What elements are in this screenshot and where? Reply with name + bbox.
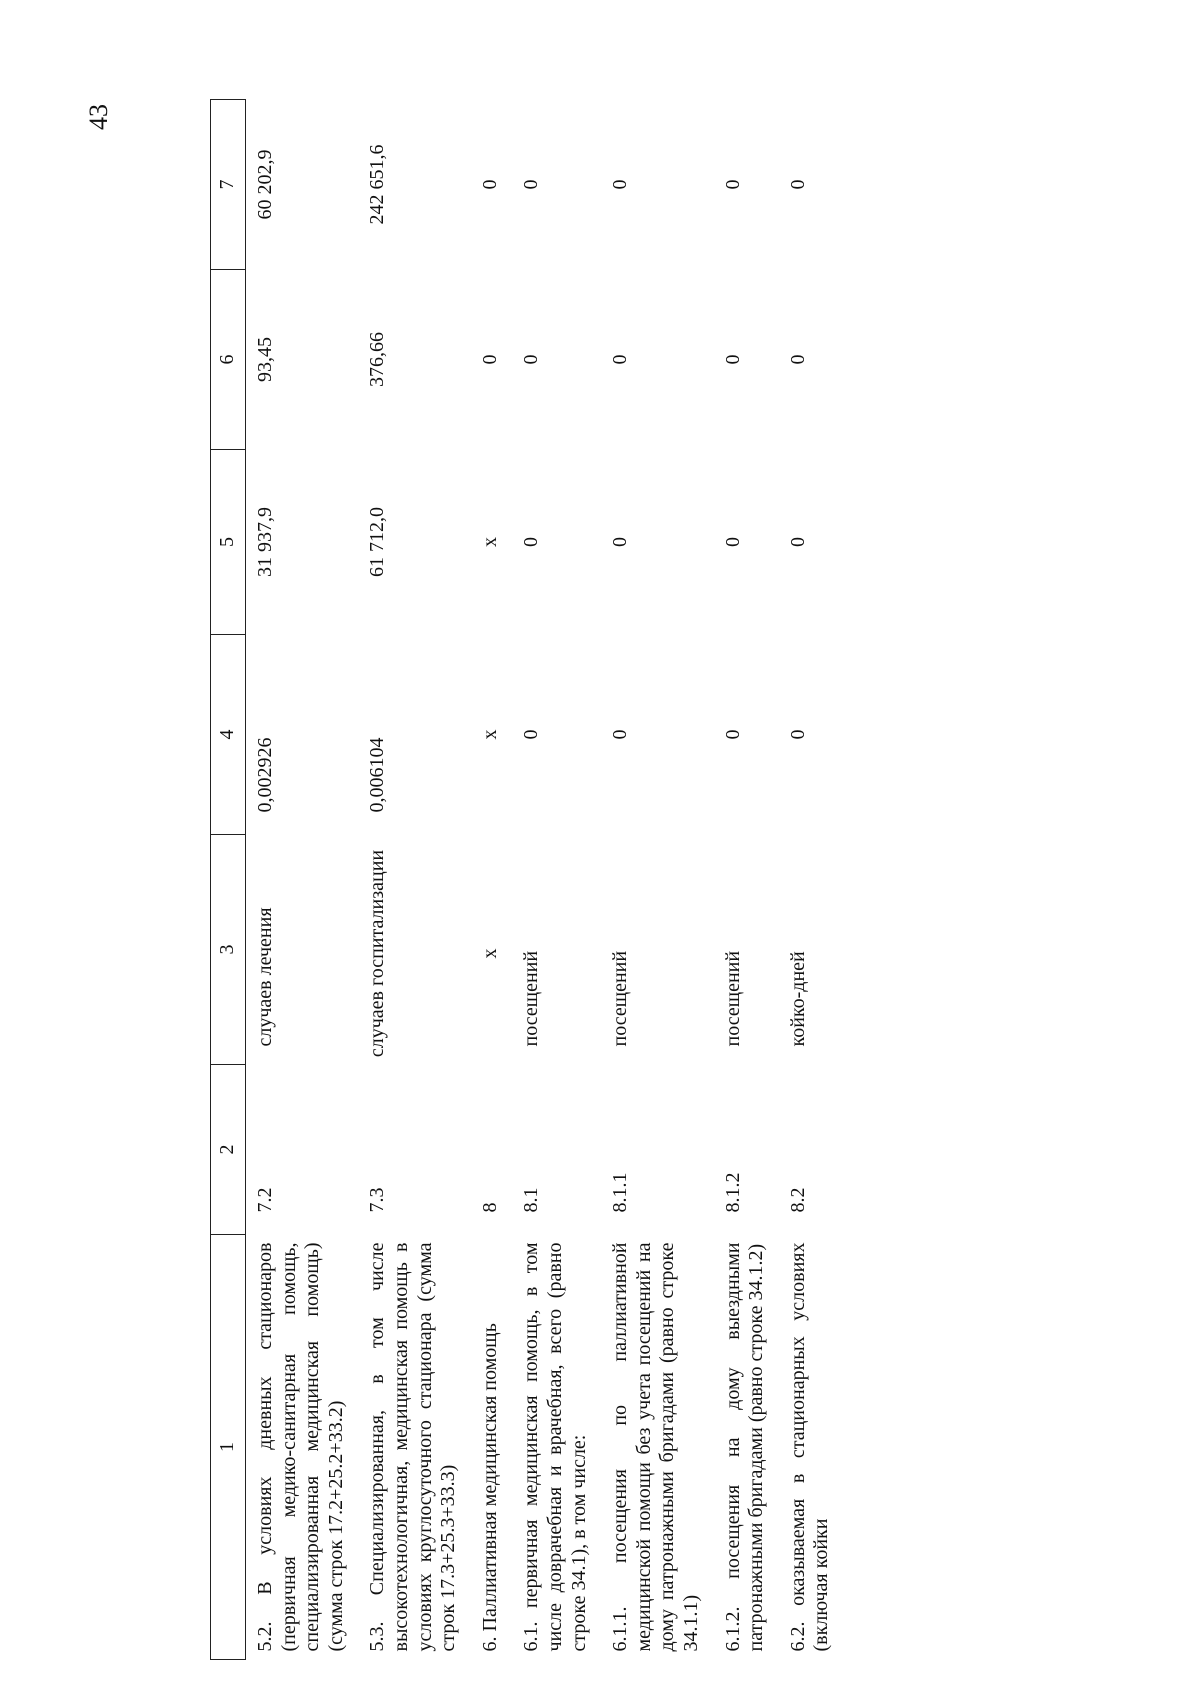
row-number: 8.1 bbox=[520, 1187, 543, 1213]
row-unit: случаев лечения bbox=[254, 907, 276, 1047]
row-value-col7: 0 bbox=[478, 179, 501, 190]
table-row bbox=[779, 100, 844, 1660]
row-number: 7.3 bbox=[366, 1187, 389, 1213]
row-unit: посещений bbox=[609, 950, 632, 1047]
data-table bbox=[210, 99, 844, 1660]
row-unit: случаев госпитализации bbox=[366, 849, 389, 1058]
table-row bbox=[246, 100, 359, 1660]
row-value-col4: х bbox=[478, 729, 501, 740]
row-value-col7: 0 bbox=[520, 179, 543, 190]
row-number: 8.2 bbox=[786, 1187, 809, 1213]
row-unit: х bbox=[478, 948, 501, 959]
row-name: 5.2. В условиях дневных стационаров (первичная медико-санитарная помощь, специализированная медицинская помощь) (сумма строк 17.2+25.2+33.2) bbox=[254, 1242, 347, 1652]
column-header: 3 bbox=[211, 835, 246, 1065]
column-header: 5 bbox=[211, 450, 246, 635]
row-value-col4: 0 bbox=[520, 729, 543, 740]
row-value-col6: 93,45 bbox=[254, 337, 276, 382]
row-value-col4: 0 bbox=[721, 729, 744, 740]
row-value-col5: 0 bbox=[520, 537, 543, 547]
row-value-col4: 0,002926 bbox=[254, 737, 276, 813]
row-unit: посещений bbox=[721, 950, 744, 1047]
row-name: 6.1.1. посещения по паллиативной медицинской помощи без учета посещений на дому патронажными бригадами (равно строке 34.1.1) bbox=[609, 1242, 702, 1652]
row-unit: койко-дней bbox=[786, 951, 809, 1047]
row-value-col7: 60 202,9 bbox=[254, 149, 276, 220]
row-value-col4: 0 bbox=[786, 729, 809, 740]
row-value-col6: 0 bbox=[520, 354, 543, 365]
table-row bbox=[601, 100, 713, 1660]
row-unit: посещений bbox=[520, 950, 543, 1047]
row-name: 5.3. Специализированная, в том числе высокотехнологичная, медицинская помощь в условиях круглосуточного стационара (сумма строк 17.3+25.3+33.3) bbox=[366, 1242, 460, 1652]
row-value-col5: 31 937,9 bbox=[254, 507, 276, 577]
row-number: 7.2 bbox=[254, 1187, 276, 1213]
row-value-col7: 0 bbox=[786, 179, 809, 190]
row-number: 8.1.2 bbox=[721, 1172, 744, 1213]
row-value-col6: 0 bbox=[609, 354, 632, 365]
table-row bbox=[714, 100, 779, 1660]
column-header: 6 bbox=[211, 270, 246, 450]
row-value-col7: 242 651,6 bbox=[366, 144, 389, 225]
table-row bbox=[358, 100, 470, 1660]
column-header: 7 bbox=[211, 100, 246, 270]
row-name: 6. Паллиативная медицинская помощь bbox=[478, 1323, 501, 1652]
page-number: 43 bbox=[84, 104, 113, 130]
rotated-table-container bbox=[210, 100, 990, 1660]
row-value-col7: 0 bbox=[609, 179, 632, 190]
column-header: 1 bbox=[211, 1235, 246, 1660]
row-value-col4: 0 bbox=[609, 729, 632, 740]
row-name: 6.1.2. посещения на дому выездными патронажными бригадами (равно строке 34.1.2) bbox=[721, 1242, 768, 1652]
row-value-col5: 0 bbox=[786, 537, 809, 547]
row-value-col6: 0 bbox=[786, 354, 809, 365]
row-value-col5: х bbox=[478, 537, 501, 547]
row-value-col6: 376,66 bbox=[366, 332, 389, 387]
row-value-col6: 0 bbox=[721, 354, 744, 365]
row-value-col6: 0 bbox=[478, 354, 501, 365]
row-value-col4: 0,006104 bbox=[366, 737, 389, 813]
row-value-col5: 0 bbox=[609, 537, 632, 547]
table-header-row bbox=[211, 100, 246, 1660]
row-name: 6.2. оказываемая в стационарных условиях (включая койки bbox=[786, 1242, 833, 1652]
row-name: 6.1. первичная медицинская помощь, в том числе доврачебная и врачебная, всего (равно строке 34.1), в том числе: bbox=[520, 1242, 590, 1652]
column-header: 2 bbox=[211, 1065, 246, 1235]
row-number: 8.1.1 bbox=[609, 1172, 632, 1213]
table-row bbox=[512, 100, 601, 1660]
column-header: 4 bbox=[211, 635, 246, 835]
row-value-col5: 61 712,0 bbox=[366, 507, 389, 577]
table-row bbox=[471, 100, 513, 1660]
row-value-col7: 0 bbox=[721, 179, 744, 190]
row-number: 8 bbox=[478, 1202, 501, 1213]
row-value-col5: 0 bbox=[721, 537, 744, 547]
